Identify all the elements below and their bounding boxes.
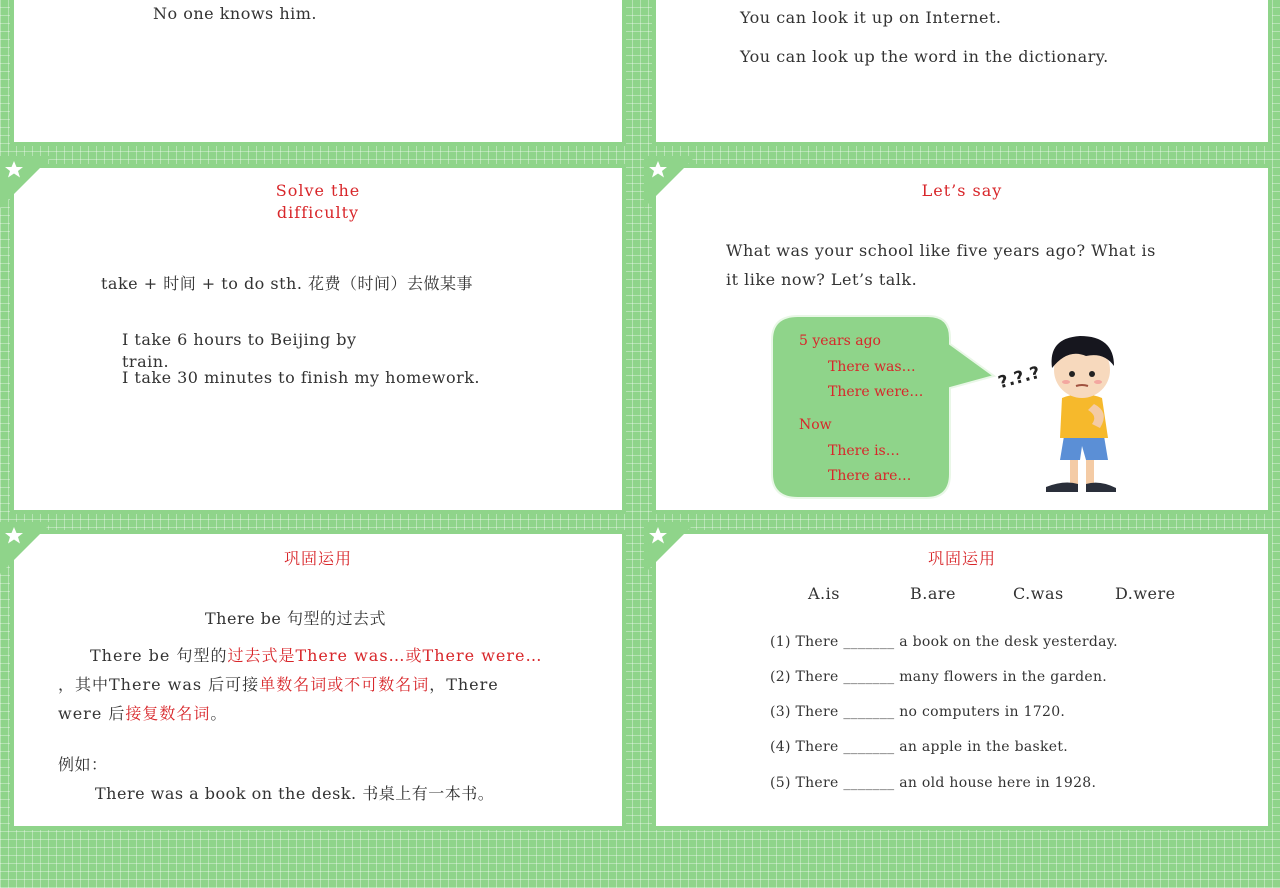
bubble-now-1: There is… [828, 443, 900, 459]
para-text: 。 [210, 704, 228, 723]
slide-2-line-1: You can look it up on Internet. [740, 8, 1002, 27]
slide-5-paragraph-line-1 [90, 643, 542, 666]
para-highlight: 过去式是There was…或There were… [227, 646, 543, 665]
thinking-mark: ?.?.? [996, 362, 1043, 394]
para-highlight: 接复数名词 [125, 704, 211, 723]
slide-4-prompt-1: What was your school like five years ago? What is [726, 241, 1156, 260]
slide-4[interactable] [644, 156, 1280, 522]
slide-5-paragraph-line-2 [58, 672, 499, 695]
slide-5-paragraph-line-3 [58, 701, 227, 724]
option-b: B.are [910, 584, 956, 603]
bubble-now-2: There are… [828, 468, 912, 484]
para-text: were 后 [58, 704, 126, 723]
slide-2[interactable] [644, 0, 1280, 150]
thinking-boy-icon [1034, 332, 1134, 498]
slide-3-title-1: Solve the [275, 181, 361, 200]
question-2: (2) There _______ many flowers in the garden. [770, 669, 1108, 685]
slide-1[interactable] [0, 0, 636, 150]
slide-5-subtitle: There be 句型的过去式 [205, 609, 386, 628]
question-5: (5) There _______ an old house here in 1928. [770, 775, 1097, 791]
slide-4-prompt-2: it like now? Let’s talk. [726, 270, 918, 289]
question-3: (3) There _______ no computers in 1720. [770, 704, 1066, 720]
slide-1-text: No one knows him. [153, 4, 318, 23]
question-1: (1) There _______ a book on the desk yesterday. [770, 634, 1118, 650]
slide-5[interactable] [0, 522, 636, 888]
bubble-past-1: There was… [828, 359, 916, 375]
star-corner-icon [644, 156, 696, 208]
slide-4-title: Let’s say [921, 181, 1003, 200]
slide-3-example-1a: I take 6 hours to Beijing by [122, 330, 357, 349]
question-4: (4) There _______ an apple in the basket. [770, 739, 1069, 755]
slide-5-example-label: 例如： [58, 755, 108, 774]
slide-2-line-2: You can look up the word in the dictionary. [740, 47, 1109, 66]
option-c: C.was [1013, 584, 1064, 603]
slide-3[interactable] [0, 156, 636, 522]
star-corner-icon [644, 522, 696, 574]
slide-1-panel [10, 0, 626, 146]
bubble-heading-now: Now [799, 417, 832, 433]
option-a: A.is [808, 584, 840, 603]
slide-3-example-1b: train. [122, 352, 170, 371]
slide-5-example: There was a book on the desk. 书桌上有一本书。 [95, 784, 495, 803]
para-highlight: 单数名词或不可数名词 [259, 675, 430, 694]
bubble-heading-past: 5 years ago [799, 333, 881, 349]
slide-5-title: 巩固运用 [283, 549, 352, 568]
slide-3-pattern: take + 时间 + to do sth. 花费（时间）去做某事 [101, 274, 474, 293]
slide-6-title: 巩固运用 [927, 549, 996, 568]
option-d: D.were [1115, 584, 1176, 603]
star-corner-icon [0, 156, 52, 208]
bubble-past-2: There were… [828, 384, 924, 400]
slide-3-title-2: difficulty [276, 203, 360, 222]
star-corner-icon [0, 522, 52, 574]
para-text: ，There [429, 675, 499, 694]
slide-3-example-2: I take 30 minutes to finish my homework. [122, 368, 481, 387]
para-text: There be 句型的 [90, 646, 228, 665]
para-text: ，其中There was 后可接 [58, 675, 260, 694]
slide-6[interactable] [644, 522, 1280, 888]
